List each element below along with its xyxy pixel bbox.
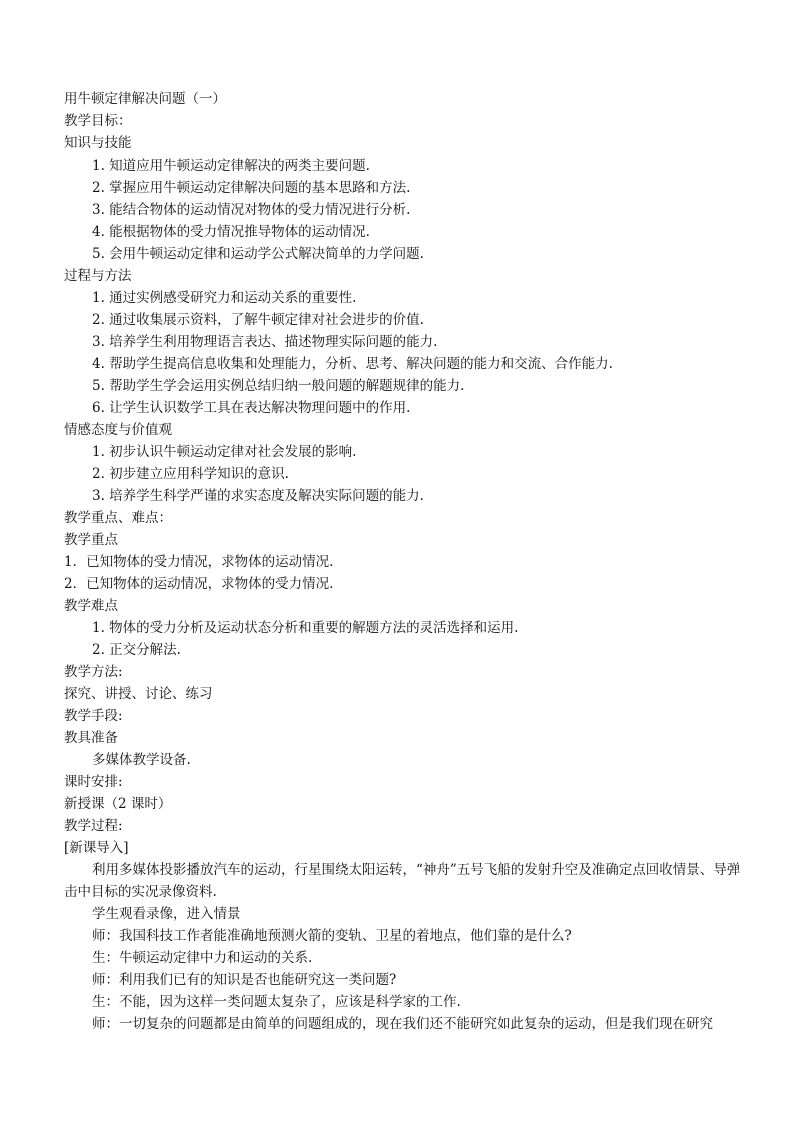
process-heading: 过程与方法 bbox=[64, 268, 132, 284]
process-item-6: 6. 让学生认识数学工具在表达解决物理问题中的作用. bbox=[92, 400, 411, 416]
schedule-heading: 课时安排: bbox=[64, 774, 123, 790]
process-item-1: 1. 通过实例感受研究力和运动关系的重要性. bbox=[92, 290, 357, 306]
knowledge-item-3: 3. 能结合物体的运动情况对物体的受力情况进行分析. bbox=[92, 202, 411, 218]
tools-text: 多媒体教学设备. bbox=[92, 752, 191, 768]
dialogue-line-5: 生：不能，因为这样一类问题太复杂了，应该是科学家的工作. bbox=[92, 994, 461, 1010]
means-heading: 教学手段: bbox=[64, 708, 123, 724]
dialogue-line-2: 师：我国科技工作者能准确地预测火箭的变轨、卫星的着地点，他们靠的是什么? bbox=[92, 928, 572, 944]
process-item-2: 2. 通过收集展示资料，了解牛顿定律对社会进步的价值. bbox=[92, 312, 424, 328]
doc-title: 用牛顿定律解决问题（一） bbox=[64, 91, 226, 107]
knowledge-item-5: 5. 会用牛顿运动定律和运动学公式解决简单的力学问题. bbox=[92, 246, 424, 262]
knowledge-item-1: 1. 知道应用牛顿运动定律解决的两类主要问题. bbox=[92, 158, 370, 174]
method-text: 探究、讲授、讨论、练习 bbox=[64, 686, 213, 702]
key-difficult-heading: 教学重点、难点： bbox=[64, 510, 172, 526]
knowledge-heading: 知识与技能 bbox=[64, 135, 132, 151]
key-item-2: 2．已知物体的运动情况，求物体的受力情况. bbox=[64, 576, 334, 592]
difficult-item-1: 1. 物体的受力分析及运动状态分析和重要的解题方法的灵活选择和运用. bbox=[92, 620, 519, 636]
teaching-process-heading: 教学过程: bbox=[64, 818, 123, 834]
dialogue-line-4: 师：利用我们已有的知识是否也能研究这一类问题? bbox=[92, 972, 397, 988]
process-item-5: 5. 帮助学生学会运用实例总结归纳一般问题的解题规律的能力. bbox=[92, 378, 465, 394]
attitude-item-3: 3. 培养学生科学严谨的求实态度及解决实际问题的能力. bbox=[92, 488, 424, 504]
objectives-heading: 教学目标： bbox=[64, 113, 132, 129]
difficult-heading: 教学难点 bbox=[64, 598, 118, 614]
dialogue-line-3: 生：牛顿运动定律中力和运动的关系. bbox=[92, 950, 313, 966]
dialogue-line-1: 学生观看录像，进入情景 bbox=[92, 906, 241, 922]
knowledge-item-2: 2. 掌握应用牛顿运动定律解决问题的基本思路和方法. bbox=[92, 180, 411, 196]
process-item-4: 4. 帮助学生提高信息收集和处理能力，分析、思考、解决问题的能力和交流、合作能力. bbox=[92, 356, 613, 372]
attitude-heading: 情感态度与价值观 bbox=[64, 422, 172, 438]
process-item-3: 3. 培养学生利用物理语言表达、描述物理实际问题的能力. bbox=[92, 334, 438, 350]
knowledge-item-4: 4. 能根据物体的受力情况推导物体的运动情况. bbox=[92, 224, 370, 240]
difficult-item-2: 2. 正交分解法. bbox=[92, 642, 181, 658]
attitude-item-1: 1. 初步认识牛顿运动定律对社会发展的影响. bbox=[92, 444, 357, 460]
attitude-item-2: 2. 初步建立应用科学知识的意识. bbox=[92, 466, 289, 482]
tools-heading: 教具准备 bbox=[64, 730, 118, 746]
key-heading: 教学重点 bbox=[64, 532, 118, 548]
key-item-1: 1．已知物体的受力情况，求物体的运动情况. bbox=[64, 554, 334, 570]
method-heading: 教学方法: bbox=[64, 664, 123, 680]
dialogue-line-6: 师：一切复杂的问题都是由简单的问题组成的，现在我们还不能研究如此复杂的运动，但是我们现在研究 bbox=[92, 1016, 713, 1032]
intro-heading: [新课导入] bbox=[64, 840, 129, 856]
schedule-text: 新授课（2 课时） bbox=[64, 796, 172, 812]
intro-paragraph: 利用多媒体投影播放汽车的运动，行星围绕太阳运转，“神舟”五号飞船的发射升空及准确定点回收情景、导弹击中目标的实况录像资料. bbox=[64, 862, 741, 900]
